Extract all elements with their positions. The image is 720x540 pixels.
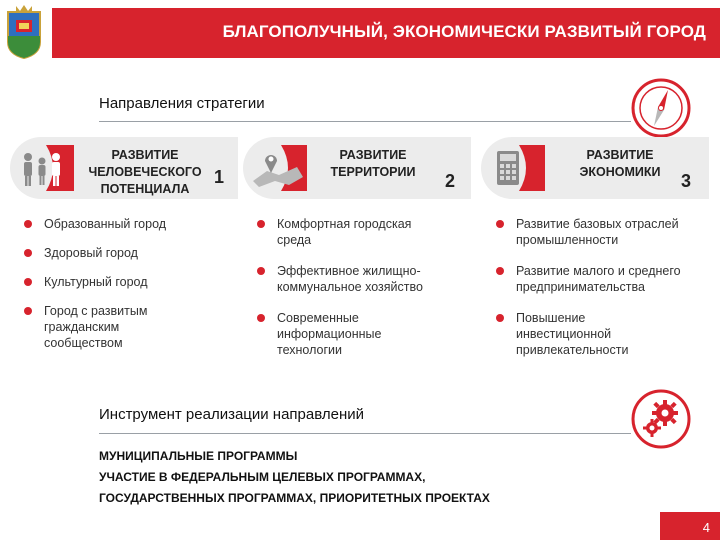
page-title: БЛАГОПОЛУЧНЫЙ, ЭКОНОМИЧЕСКИ РАЗВИТЫЙ ГОРОД — [222, 22, 706, 41]
card-3-number: 3 — [681, 171, 692, 191]
instrument-line: УЧАСТИЕ В ФЕДЕРАЛЬНЫМ ЦЕЛЕВЫХ ПРОГРАММАХ, — [99, 470, 426, 484]
instrument-divider — [99, 433, 631, 434]
map-pin-icon — [249, 143, 307, 193]
strategy-divider — [99, 121, 631, 122]
card-1-label-line: РАЗВИТИЕ — [111, 148, 179, 162]
instrument-line: МУНИЦИПАЛЬНЫЕ ПРОГРАММЫ — [99, 449, 298, 463]
card-1-number: 1 — [214, 167, 225, 187]
card-3-label-line: ЭКОНОМИКИ — [579, 165, 661, 179]
direction-card-1 — [10, 137, 238, 199]
direction-2-list — [257, 216, 457, 371]
list-item: Здоровый город — [24, 245, 224, 261]
list-item: Развитие малого и среднего предпринимательства — [496, 263, 686, 295]
instrument-list — [99, 446, 490, 509]
list-item: Город с развитым гражданским сообществом — [24, 303, 174, 351]
card-1-label-line: ПОТЕНЦИАЛА — [100, 182, 190, 196]
direction-card-3 — [481, 137, 709, 199]
card-2-label-line: РАЗВИТИЕ — [339, 148, 407, 162]
card-2-label-line: ТЕРРИТОРИИ — [330, 165, 416, 179]
calculator-icon — [487, 143, 545, 193]
instrument-line: ГОСУДАРСТВЕННЫХ ПРОГРАММАХ, ПРИОРИТЕТНЫХ ПРОЕКТАХ — [99, 491, 490, 505]
instrument-title: Инструмент реализации направлений — [99, 406, 365, 423]
strategy-title: Направления стратегии — [99, 95, 265, 112]
list-item: Комфортная городская среда — [257, 216, 447, 248]
list-item: Повышение инвестиционной привлекательности — [496, 310, 656, 358]
direction-1-list — [24, 216, 224, 364]
compass-icon — [630, 77, 692, 139]
gears-icon — [630, 388, 692, 450]
direction-card-2 — [243, 137, 471, 199]
card-1-label-line: ЧЕЛОВЕЧЕСКОГО — [88, 165, 202, 179]
page-number: 4 — [660, 512, 720, 540]
coat-of-arms-icon — [4, 2, 44, 60]
list-item: Образованный город — [24, 216, 224, 232]
list-item: Эффективное жилищно-коммунальное хозяйство — [257, 263, 457, 295]
direction-3-list — [496, 216, 711, 371]
list-item: Культурный город — [24, 274, 224, 290]
list-item: Современные информационные технологии — [257, 310, 417, 358]
card-3-label-line: РАЗВИТИЕ — [586, 148, 654, 162]
list-item: Развитие базовых отраслей промышленности — [496, 216, 711, 248]
people-icon — [16, 143, 74, 193]
card-2-number: 2 — [445, 171, 456, 191]
header-bar — [52, 8, 720, 58]
